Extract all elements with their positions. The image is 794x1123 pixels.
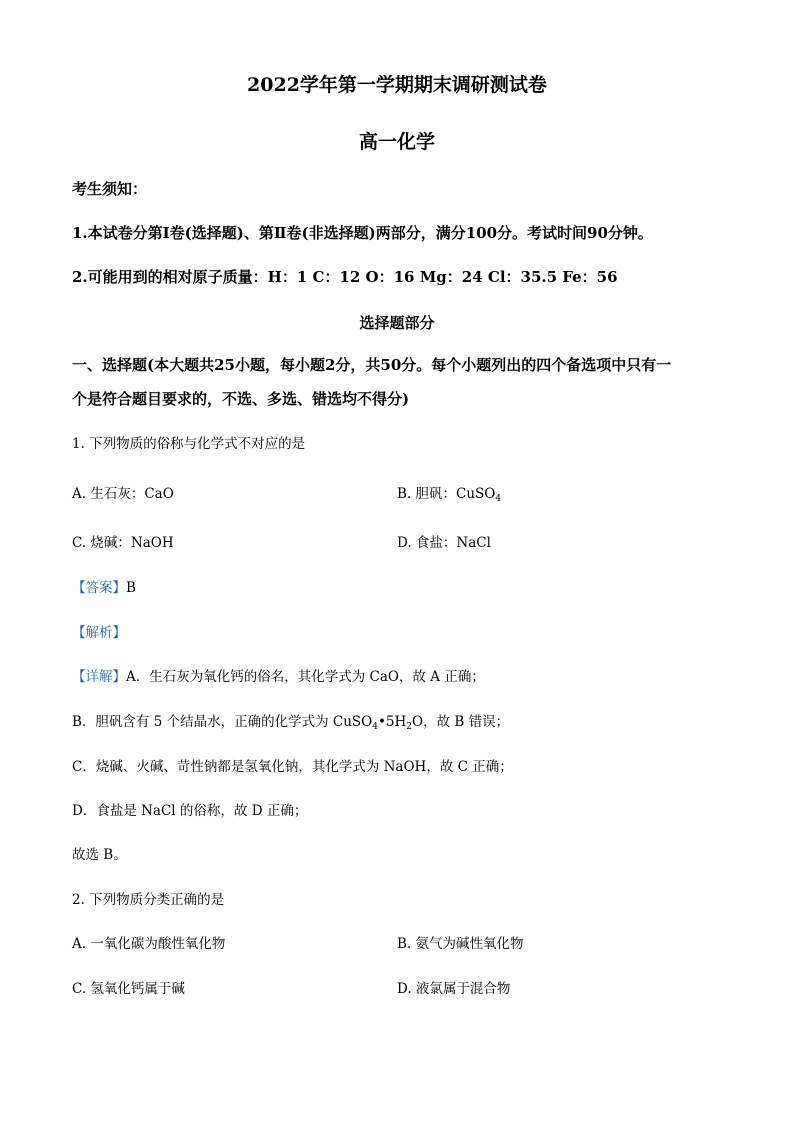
q1-option-b	[397, 482, 501, 502]
q1-option-a: A. 生石灰：CaO	[72, 486, 174, 502]
q2-option-d: D. 液氯属于混合物	[397, 981, 511, 997]
q1-option-b-formula: CuSO	[456, 486, 496, 502]
q1-conclusion: 故选 B。	[72, 847, 127, 863]
detail-a-text: A．生石灰为氧化钙的俗名，其化学式为 CaO，故 A 正确；	[126, 669, 485, 685]
answer-tag: 【答案】	[72, 580, 126, 596]
section-title: 选择题部分	[359, 314, 435, 332]
q2-option-c: C. 氢氧化钙属于碱	[72, 981, 185, 997]
notice-line-1: 1.本试卷分第Ⅰ卷(选择题)、第Ⅱ卷(非选择题)两部分，满分100分。考试时间90分钟。	[72, 224, 653, 242]
q1-detail-a	[72, 665, 485, 685]
q1-option-b-subscript: 4	[495, 494, 502, 504]
q1-detail-b	[72, 710, 509, 730]
detail-b-sub2: 2	[406, 722, 413, 732]
notice-heading: 考生须知：	[72, 180, 148, 198]
exam-subject: 高一化学	[358, 131, 435, 153]
q2-option-b: B. 氨气为碱性氧化物	[397, 936, 524, 952]
question-1-stem: 1. 下列物质的俗称与化学式不对应的是	[72, 436, 306, 452]
detail-b-sub1: 4	[372, 722, 378, 732]
detail-b-part3: O，故 B 错误；	[412, 714, 510, 730]
q1-detail-d: D．食盐是 NaCl 的俗称，故 D 正确；	[72, 803, 308, 819]
answer-value: B	[126, 580, 136, 596]
q1-option-c: C. 烧碱：NaOH	[72, 535, 174, 551]
detail-tag: 【详解】	[72, 669, 126, 685]
notice-line-2: 2.可能用到的相对原子质量：H：1 C：12 O：16 Mg：24 Cl：35.5 Fe：56	[72, 268, 618, 286]
q1-detail-c: C．烧碱、火碱、苛性钠都是氢氧化钠，其化学式为 NaOH，故 C 正确；	[72, 759, 513, 775]
detail-b-part2: •5H	[377, 714, 407, 730]
exam-title: 2022学年第一学期期末调研测试卷	[247, 74, 547, 96]
q1-analysis: 【解析】	[72, 625, 126, 641]
section-instructions-2: 个是符合题目要求的，不选、多选、错选均不得分)	[72, 390, 410, 408]
question-2-stem: 2. 下列物质分类正确的是	[72, 892, 225, 908]
q2-option-a: A. 一氧化碳为酸性氧化物	[72, 936, 226, 952]
q1-option-b-label: B. 胆矾：	[397, 486, 457, 502]
q1-answer	[72, 576, 136, 596]
q1-option-d: D. 食盐：NaCl	[397, 535, 491, 551]
section-instructions-1: 一、选择题(本大题共25小题，每小题2分，共50分。每个小题列出的四个备选项中只有一	[72, 356, 672, 374]
detail-b-part1: B．胆矾含有 5 个结晶水，正确的化学式为 CuSO	[72, 714, 373, 730]
